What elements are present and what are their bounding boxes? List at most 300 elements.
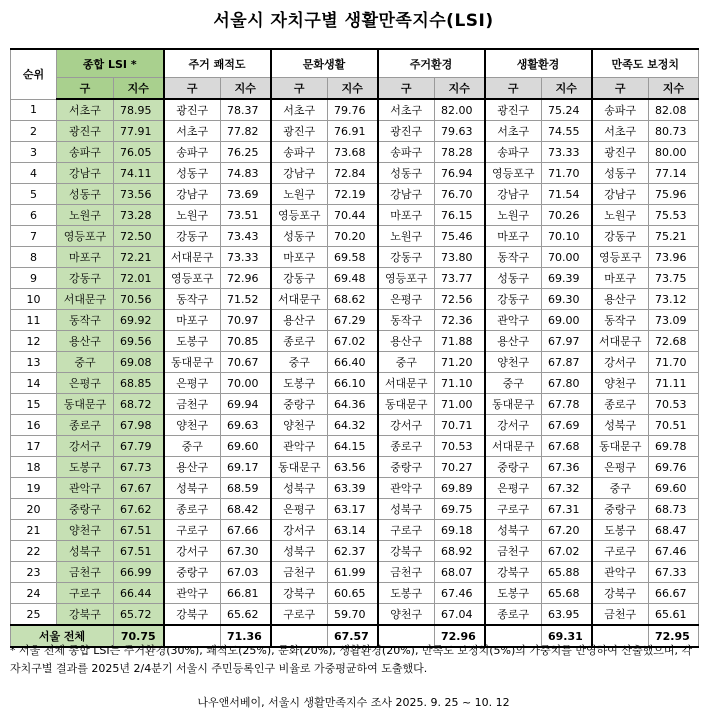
district-cell: 중구 (271, 352, 328, 373)
district-cell: 중구 (592, 478, 649, 499)
index-cell: 68.85 (114, 373, 164, 394)
index-cell: 66.99 (114, 562, 164, 583)
table-row (11, 142, 699, 163)
index-cell: 73.77 (435, 268, 485, 289)
district-cell: 구로구 (164, 520, 221, 541)
district-cell: 종로구 (378, 436, 435, 457)
district-cell: 영등포구 (271, 205, 328, 226)
index-cell: 66.10 (328, 373, 378, 394)
district-cell: 송파구 (57, 142, 114, 163)
index-cell: 80.73 (649, 121, 699, 142)
table-row (11, 436, 699, 457)
district-cell: 서초구 (271, 99, 328, 121)
index-cell: 78.28 (435, 142, 485, 163)
district-cell: 광진구 (485, 99, 542, 121)
index-cell: 67.73 (114, 457, 164, 478)
index-cell: 70.67 (221, 352, 271, 373)
district-cell: 마포구 (592, 268, 649, 289)
index-cell: 72.21 (114, 247, 164, 268)
district-cell: 금천구 (485, 541, 542, 562)
col-header-culture: 문화생활 (271, 49, 378, 78)
total-value: 70.75 (114, 625, 164, 647)
index-cell: 67.79 (114, 436, 164, 457)
district-cell: 용산구 (485, 331, 542, 352)
district-cell: 서대문구 (57, 289, 114, 310)
index-cell: 71.00 (435, 394, 485, 415)
district-cell: 강남구 (164, 184, 221, 205)
total-value: 67.57 (328, 625, 378, 647)
district-cell: 관악구 (271, 436, 328, 457)
index-cell: 76.25 (221, 142, 271, 163)
district-cell: 서초구 (485, 121, 542, 142)
index-cell: 73.96 (649, 247, 699, 268)
col-header-total: 종합 LSI * (57, 49, 164, 78)
index-cell: 73.56 (114, 184, 164, 205)
district-cell: 영등포구 (592, 247, 649, 268)
district-cell: 강남구 (485, 184, 542, 205)
table-row (11, 331, 699, 352)
district-cell: 은평구 (592, 457, 649, 478)
index-cell: 72.56 (435, 289, 485, 310)
index-cell: 63.17 (328, 499, 378, 520)
district-cell: 종로구 (592, 394, 649, 415)
index-cell: 68.92 (435, 541, 485, 562)
rank-cell: 4 (11, 163, 57, 184)
district-cell: 동대문구 (592, 436, 649, 457)
index-cell: 69.48 (328, 268, 378, 289)
index-cell: 67.02 (328, 331, 378, 352)
district-cell: 송파구 (485, 142, 542, 163)
index-cell: 71.70 (649, 352, 699, 373)
index-cell: 65.88 (542, 562, 592, 583)
index-cell: 80.00 (649, 142, 699, 163)
district-cell: 중랑구 (378, 457, 435, 478)
index-cell: 70.44 (328, 205, 378, 226)
index-cell: 67.46 (435, 583, 485, 604)
district-cell: 광진구 (57, 121, 114, 142)
rank-cell: 2 (11, 121, 57, 142)
district-cell: 강서구 (378, 415, 435, 436)
sub-header-district: 구 (485, 78, 542, 100)
index-cell: 67.98 (114, 415, 164, 436)
index-cell: 69.39 (542, 268, 592, 289)
index-cell: 70.56 (114, 289, 164, 310)
index-cell: 71.20 (435, 352, 485, 373)
index-cell: 76.70 (435, 184, 485, 205)
index-cell: 70.26 (542, 205, 592, 226)
index-cell: 71.52 (221, 289, 271, 310)
rank-cell: 14 (11, 373, 57, 394)
district-cell: 양천구 (592, 373, 649, 394)
district-cell: 서초구 (378, 99, 435, 121)
index-cell: 69.94 (221, 394, 271, 415)
index-cell: 69.00 (542, 310, 592, 331)
table-row (11, 289, 699, 310)
district-cell: 종로구 (485, 604, 542, 626)
index-cell: 63.95 (542, 604, 592, 626)
district-cell: 강북구 (164, 604, 221, 626)
index-cell: 76.15 (435, 205, 485, 226)
index-cell: 69.92 (114, 310, 164, 331)
district-cell: 동작구 (57, 310, 114, 331)
index-cell: 68.07 (435, 562, 485, 583)
index-cell: 74.83 (221, 163, 271, 184)
index-cell: 67.32 (542, 478, 592, 499)
district-cell: 서초구 (57, 99, 114, 121)
index-cell: 69.08 (114, 352, 164, 373)
district-cell: 구로구 (378, 520, 435, 541)
district-cell: 관악구 (378, 478, 435, 499)
district-cell: 동작구 (378, 310, 435, 331)
district-cell: 동작구 (485, 247, 542, 268)
district-cell: 강남구 (57, 163, 114, 184)
district-cell: 강북구 (592, 583, 649, 604)
rank-cell: 12 (11, 331, 57, 352)
page-title: 서울시 자치구별 생활만족지수(LSI) (213, 11, 494, 31)
index-cell: 69.63 (221, 415, 271, 436)
table-row (11, 226, 699, 247)
index-cell: 66.81 (221, 583, 271, 604)
index-cell: 65.72 (114, 604, 164, 626)
district-cell: 관악구 (592, 562, 649, 583)
rank-cell: 16 (11, 415, 57, 436)
table-row (11, 121, 699, 142)
index-cell: 72.84 (328, 163, 378, 184)
district-cell: 중랑구 (164, 562, 221, 583)
total-label: 서울 전체 (11, 625, 114, 647)
index-cell: 69.30 (542, 289, 592, 310)
index-cell: 71.88 (435, 331, 485, 352)
index-cell: 66.44 (114, 583, 164, 604)
table-row (11, 520, 699, 541)
district-cell: 광진구 (164, 99, 221, 121)
index-cell: 67.36 (542, 457, 592, 478)
index-cell: 82.00 (435, 99, 485, 121)
table-row (11, 163, 699, 184)
district-cell: 서대문구 (592, 331, 649, 352)
rank-cell: 7 (11, 226, 57, 247)
district-cell: 강서구 (485, 415, 542, 436)
district-cell: 양천구 (378, 604, 435, 626)
index-cell: 69.78 (649, 436, 699, 457)
district-cell: 도봉구 (164, 331, 221, 352)
table-row (11, 247, 699, 268)
total-value: 69.31 (542, 625, 592, 647)
district-cell: 성북구 (485, 520, 542, 541)
district-cell: 강동구 (164, 226, 221, 247)
rank-cell: 18 (11, 457, 57, 478)
index-cell: 67.20 (542, 520, 592, 541)
rank-cell: 17 (11, 436, 57, 457)
district-cell: 서초구 (592, 121, 649, 142)
district-cell: 구로구 (592, 541, 649, 562)
index-cell: 64.32 (328, 415, 378, 436)
index-cell: 65.68 (542, 583, 592, 604)
index-cell: 68.73 (649, 499, 699, 520)
district-cell: 광진구 (592, 142, 649, 163)
district-cell: 광진구 (271, 121, 328, 142)
index-cell: 61.99 (328, 562, 378, 583)
district-cell: 관악구 (485, 310, 542, 331)
index-cell: 64.36 (328, 394, 378, 415)
district-cell: 영등포구 (57, 226, 114, 247)
index-cell: 70.27 (435, 457, 485, 478)
col-header-satisfaction-adj: 만족도 보정치 (592, 49, 699, 78)
index-cell: 75.53 (649, 205, 699, 226)
district-cell: 용산구 (271, 310, 328, 331)
index-cell: 72.19 (328, 184, 378, 205)
district-cell: 동대문구 (57, 394, 114, 415)
rank-cell: 23 (11, 562, 57, 583)
district-cell: 송파구 (378, 142, 435, 163)
district-cell: 강남구 (378, 184, 435, 205)
index-cell: 75.21 (649, 226, 699, 247)
district-cell: 성북구 (271, 478, 328, 499)
district-cell: 금천구 (378, 562, 435, 583)
district-cell: 성동구 (378, 163, 435, 184)
district-cell: 성북구 (57, 541, 114, 562)
index-cell: 73.33 (221, 247, 271, 268)
index-cell: 67.51 (114, 520, 164, 541)
district-cell: 강동구 (57, 268, 114, 289)
index-cell: 77.82 (221, 121, 271, 142)
district-cell: 영등포구 (485, 163, 542, 184)
index-cell: 67.03 (221, 562, 271, 583)
table-row (11, 499, 699, 520)
index-cell: 67.04 (435, 604, 485, 626)
district-cell: 성북구 (271, 541, 328, 562)
sub-header-district: 구 (271, 78, 328, 100)
district-cell: 강서구 (164, 541, 221, 562)
index-cell: 76.91 (328, 121, 378, 142)
index-cell: 73.69 (221, 184, 271, 205)
total-value: 72.96 (435, 625, 485, 647)
district-cell: 강북구 (57, 604, 114, 626)
index-cell: 69.18 (435, 520, 485, 541)
index-cell: 74.11 (114, 163, 164, 184)
index-cell: 69.60 (649, 478, 699, 499)
district-cell: 성동구 (271, 226, 328, 247)
index-cell: 71.54 (542, 184, 592, 205)
district-cell: 동작구 (592, 310, 649, 331)
district-cell: 강서구 (592, 352, 649, 373)
district-cell: 양천구 (57, 520, 114, 541)
district-cell: 강서구 (57, 436, 114, 457)
index-cell: 68.47 (649, 520, 699, 541)
sub-header-district: 구 (164, 78, 221, 100)
table-row (11, 205, 699, 226)
district-cell: 도봉구 (271, 373, 328, 394)
district-cell: 구로구 (271, 604, 328, 626)
sub-header-index: 지수 (542, 78, 592, 100)
table-row (11, 457, 699, 478)
district-cell: 종로구 (57, 415, 114, 436)
table-row (11, 415, 699, 436)
rank-cell: 25 (11, 604, 57, 626)
district-cell: 서대문구 (271, 289, 328, 310)
index-cell: 68.62 (328, 289, 378, 310)
index-cell: 67.80 (542, 373, 592, 394)
table-row (11, 99, 699, 121)
district-cell: 성북구 (378, 499, 435, 520)
index-cell: 73.43 (221, 226, 271, 247)
district-cell: 마포구 (164, 310, 221, 331)
table-row (11, 268, 699, 289)
district-cell: 강동구 (271, 268, 328, 289)
district-cell: 강북구 (485, 562, 542, 583)
index-cell: 60.65 (328, 583, 378, 604)
index-cell: 74.55 (542, 121, 592, 142)
table-row (11, 394, 699, 415)
district-cell: 동대문구 (164, 352, 221, 373)
index-cell: 63.56 (328, 457, 378, 478)
district-cell: 도봉구 (378, 583, 435, 604)
district-cell: 송파구 (164, 142, 221, 163)
index-cell: 73.68 (328, 142, 378, 163)
index-cell: 75.46 (435, 226, 485, 247)
index-cell: 67.68 (542, 436, 592, 457)
index-cell: 69.56 (114, 331, 164, 352)
district-cell: 강북구 (378, 541, 435, 562)
index-cell: 67.69 (542, 415, 592, 436)
rank-cell: 20 (11, 499, 57, 520)
district-cell: 금천구 (271, 562, 328, 583)
index-cell: 70.53 (435, 436, 485, 457)
district-cell: 도봉구 (57, 457, 114, 478)
total-value: 72.95 (649, 625, 699, 647)
index-cell: 77.14 (649, 163, 699, 184)
index-cell: 67.51 (114, 541, 164, 562)
table-row (11, 562, 699, 583)
sub-header-index: 지수 (221, 78, 271, 100)
index-cell: 70.20 (328, 226, 378, 247)
district-cell: 동작구 (164, 289, 221, 310)
district-cell: 노원구 (485, 205, 542, 226)
district-cell: 송파구 (592, 99, 649, 121)
table-row (11, 352, 699, 373)
index-cell: 70.00 (221, 373, 271, 394)
index-cell: 70.10 (542, 226, 592, 247)
index-cell: 71.10 (435, 373, 485, 394)
index-cell: 73.75 (649, 268, 699, 289)
index-cell: 72.96 (221, 268, 271, 289)
rank-cell: 3 (11, 142, 57, 163)
district-cell: 송파구 (271, 142, 328, 163)
sub-header-index: 지수 (328, 78, 378, 100)
index-cell: 72.68 (649, 331, 699, 352)
district-cell: 관악구 (57, 478, 114, 499)
district-cell: 은평구 (57, 373, 114, 394)
district-cell: 성동구 (592, 163, 649, 184)
district-cell: 관악구 (164, 583, 221, 604)
district-cell: 노원구 (57, 205, 114, 226)
index-cell: 82.08 (649, 99, 699, 121)
index-cell: 63.14 (328, 520, 378, 541)
district-cell: 은평구 (485, 478, 542, 499)
rank-cell: 5 (11, 184, 57, 205)
index-cell: 70.85 (221, 331, 271, 352)
index-cell: 73.09 (649, 310, 699, 331)
index-cell: 73.80 (435, 247, 485, 268)
index-cell: 69.76 (649, 457, 699, 478)
district-cell: 동대문구 (378, 394, 435, 415)
district-cell: 광진구 (378, 121, 435, 142)
footnote: * 서울 전체 종합 LSI는 주거환경(30%), 쾌적도(25%), 문화(20%), 생활환경(20%), 만족도 보정치(5%)의 가중치를 반영하여 산출했으며, 각 자치구별 결과를 2025년 2/4분기 서울시 주민등록인구 비율로 가중평균하여 도출했다. (10, 644, 693, 675)
index-cell: 79.76 (328, 99, 378, 121)
index-cell: 67.31 (542, 499, 592, 520)
index-cell: 69.75 (435, 499, 485, 520)
index-cell: 70.53 (649, 394, 699, 415)
index-cell: 62.37 (328, 541, 378, 562)
sub-header-district: 구 (57, 78, 114, 100)
index-cell: 66.67 (649, 583, 699, 604)
index-cell: 64.15 (328, 436, 378, 457)
index-cell: 72.50 (114, 226, 164, 247)
index-cell: 79.63 (435, 121, 485, 142)
district-cell: 동대문구 (485, 394, 542, 415)
rank-cell: 13 (11, 352, 57, 373)
index-cell: 63.39 (328, 478, 378, 499)
lsi-table (10, 48, 699, 648)
index-cell: 73.28 (114, 205, 164, 226)
district-cell: 중랑구 (592, 499, 649, 520)
district-cell: 마포구 (378, 205, 435, 226)
index-cell: 67.62 (114, 499, 164, 520)
district-cell: 중구 (57, 352, 114, 373)
district-cell: 강동구 (378, 247, 435, 268)
col-header-residential-env: 주거환경 (378, 49, 485, 78)
index-cell: 67.97 (542, 331, 592, 352)
rank-cell: 1 (11, 99, 57, 121)
district-cell: 은평구 (378, 289, 435, 310)
district-cell: 강서구 (271, 520, 328, 541)
table-row (11, 583, 699, 604)
district-cell: 용산구 (164, 457, 221, 478)
index-cell: 76.05 (114, 142, 164, 163)
table-row (11, 184, 699, 205)
rank-cell: 22 (11, 541, 57, 562)
district-cell: 성동구 (57, 184, 114, 205)
sub-header-index: 지수 (435, 78, 485, 100)
district-cell: 서대문구 (485, 436, 542, 457)
rank-cell: 15 (11, 394, 57, 415)
sub-header-index: 지수 (649, 78, 699, 100)
index-cell: 75.96 (649, 184, 699, 205)
index-cell: 70.97 (221, 310, 271, 331)
rank-cell: 10 (11, 289, 57, 310)
index-cell: 68.59 (221, 478, 271, 499)
index-cell: 67.30 (221, 541, 271, 562)
district-cell: 용산구 (378, 331, 435, 352)
index-cell: 69.17 (221, 457, 271, 478)
index-cell: 71.70 (542, 163, 592, 184)
index-cell: 67.67 (114, 478, 164, 499)
rank-cell: 11 (11, 310, 57, 331)
district-cell: 노원구 (378, 226, 435, 247)
index-cell: 67.29 (328, 310, 378, 331)
district-cell: 중랑구 (485, 457, 542, 478)
district-cell: 강남구 (271, 163, 328, 184)
district-cell: 중랑구 (57, 499, 114, 520)
district-cell: 은평구 (271, 499, 328, 520)
district-cell: 도봉구 (485, 583, 542, 604)
district-cell: 노원구 (592, 205, 649, 226)
district-cell: 용산구 (592, 289, 649, 310)
district-cell: 양천구 (271, 415, 328, 436)
rank-cell: 19 (11, 478, 57, 499)
rank-header: 순위 (11, 49, 57, 99)
district-cell: 영등포구 (378, 268, 435, 289)
